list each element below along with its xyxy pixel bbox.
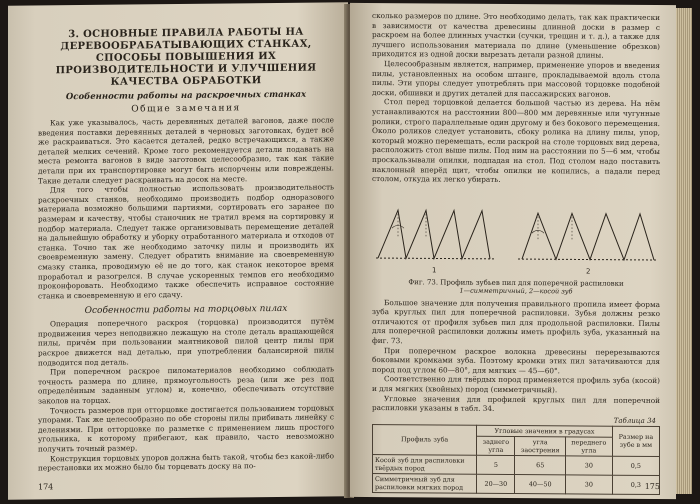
table-title: Таблица 34 (613, 416, 656, 425)
page-number: 175 (644, 481, 660, 492)
paragraph: Стол перед торцовкой делается большой частью из дерева. На нём устанавливаются на расстоянии 800—800 мм деревянные или чугунные ролики, строго параллельные один другому и без бокового перемещения. Около роликов следует установить, сбоку ролика на длину пилы, упор, который можно перемещать, если раскрой на столе торцовых вид дерева, расположить стол выше пилы. Под ним на расстоянии по 5—6 мм, чтобы проскальзывали опилки, подпадая на стол. Под столом надо поставить наклонный вперёд щит, чтобы опилки не копились, а падали перед столом, откуда их легко убирать. (372, 97, 660, 185)
table-cell: 20—30 (477, 474, 515, 493)
page-number: 174 (38, 482, 54, 492)
left-page (8, 2, 348, 500)
table-cell: 0,3 (612, 475, 659, 494)
saw-tooth-diagram (372, 188, 660, 278)
paragraph: При поперечном раскрое пиломатериалов необходимо соблюдать точность размера по длине, прямоугольность реза (или же рез под определённым заданным углом) и, конечно, обеспечивать отсутствие заколов на торцах. (38, 364, 334, 406)
table-cell: Косой зуб для распиловки твёрдых пород (373, 454, 477, 474)
figure-subcaption: 1—симметричный, 2—косой зуб (459, 286, 573, 296)
chapter-title: 3. ОСНОВНЫЕ ПРАВИЛА РАБОТЫ НА ДЕРЕВООБРАБАТЫВАЮЩИХ СТАНКАХ, СПОСОБЫ ПОВЫШЕНИЯ ИХ ПРОИЗВОДИТЕЛЬНОСТИ И УЛУЧШЕНИЯ КАЧЕСТВА ОБРАБОТКИ (55, 26, 317, 88)
right-page (350, 3, 676, 499)
paragraph: Целесообразным является, например, применение упоров и введения пилы, установленных на особом штанге, прокладываемой вдоль стола пилы. Эти упоры следует употреблять при массовой торцовке подобной доски, обшивки и других деталей для пассажирских вагонов. (372, 59, 660, 99)
table-header-col: Размер на зубе в мм (612, 426, 659, 456)
open-book (8, 4, 692, 498)
table-row (373, 454, 660, 475)
table-cell: Симметричный зуб для распиловки мягких пород (373, 473, 477, 493)
paragraph: Операция поперечного раскроя (торцовка) производится путём продвижения через неподвижно лежащую на столе деталь вращающейся пилы, причём при пользовании маятниковой пилой центр пилы при раскрое движется над деталью, при употреблении балансирной пилы подводится под деталь. (38, 316, 334, 368)
section-title-2: Особенности работы на торцовых пилах (84, 304, 288, 317)
tooth-angle-table (372, 424, 660, 495)
paragraph: Большое значение для получения правильного пропила имеет форма зуба круглых пил для поперечной распиловки. Зубья должны резко отличаются от профиля зубьев пил для продольной распиловки. Пилы для поперечной распиловки должны иметь профиль зуба, указанный на фиг. 73. (372, 297, 660, 346)
table-header-group: Угловые значения в градусах (477, 425, 613, 437)
table-header-col: угла заострения (515, 436, 565, 455)
subsection-title: Общие замечания (131, 103, 241, 115)
table-cell: 40—50 (515, 474, 565, 493)
table-cell: 30 (565, 475, 612, 494)
table-cell: 30 (565, 456, 612, 475)
paragraph: Как уже указывалось, часть деревянных деталей вагонов, даже после введения поставки деревянных деталей в черновых заготовках, будет всё же раскраиваться. Это касается деталей, редко встречающихся, а также деталей мелких сечений. Кроме того рекомендуется детали подавать на места ремонта вагонов в виде заготовок целесообразно, так как такие детали при их транспортировке могут быть испорчены или повреждены. Такие детали следует раскраивать на досок на месте. (38, 115, 334, 186)
paragraph: Для того чтобы полностью использовать производительность раскроечных станков, необходимо производить подбор одноразового материала возможно большими партиями, сортировать его заранее по размерам и качеству, чтобы станочник не тратил время на сортировку и подбор материала. Следует также организовывать перемещение деталей на дальнейшую обработку и уборку отработанного материала и отходов от станка. Точно так же необходимо заточку пилы и производить их своевременную замену. Следует обратить внимание на своевременную смазку станка, проводимую её не до того, как станок некоторое время проработал и разогрелся. В случае ускоренных темпов его необходимо проконфоровать. Необходимо также обеспечить исправное состояние станка и своевременную и его сдачу. (38, 182, 334, 301)
saw-tooth-figure (372, 188, 660, 278)
table-header-profile: Профиль зуба (373, 424, 477, 455)
paragraph: Конструкция торцовых упоров должна быть такой, чтобы без какой-либо перестановки их можно было бы торцевать доску на по- (38, 450, 335, 473)
paragraph: Соответственно для твёрдых пород применяется профиль зуба (косой) и для мягких (хвойных) пород (симметричный). (372, 374, 660, 395)
table-cell: 65 (515, 455, 565, 474)
page-edges (676, 8, 692, 494)
table-header-col: заднего угла (477, 436, 515, 455)
oblique-tooth-profile (522, 213, 654, 260)
svg-text:1: 1 (432, 266, 437, 275)
table-row (373, 473, 660, 494)
paragraph: Точность размеров при отторцовке достигается пользованием торцовых упорами. Так же целесообразно по обе стороны пилы прибивать линейку с делениями. При отторцовке по разметке с применением лишь простого угольника, к которому прибегают, как правило, часто невозможно получить точный размер. (38, 402, 334, 454)
paragraph: При поперечном раскрое волокна древесины перерезываются боковыми кромками зуба. Поэтому кромки этих пил затачиваются для пород под углом 60—80°, для мягких — 45—60°. (372, 345, 660, 376)
table-cell: 5 (477, 455, 515, 474)
symmetric-tooth-profile (378, 210, 490, 259)
svg-text:2: 2 (586, 267, 591, 276)
section-title: Особенности работы на раскроечных станках (65, 89, 307, 103)
figure-caption: Фиг. 73. Профиль зубьев пил для поперечной распиловки (408, 277, 624, 288)
paragraph: сколько размеров по длине. Это необходимо делать, так как практически в зависимости от качества древесины длинной доски в размер с раскроем на более длинных участки (сучки, трещин и т. д.), а также для лучшего использования материала по длине (уменьшение обрезков) приходится из одной доски вырезать детали разной длины. (372, 11, 660, 61)
table-header-col: переднего угла (565, 437, 612, 456)
paragraph: Угловые значения для профилей круглых пил для поперечной распиловки указаны в табл. 34. (372, 393, 660, 414)
table-cell: 0,5 (612, 456, 659, 475)
